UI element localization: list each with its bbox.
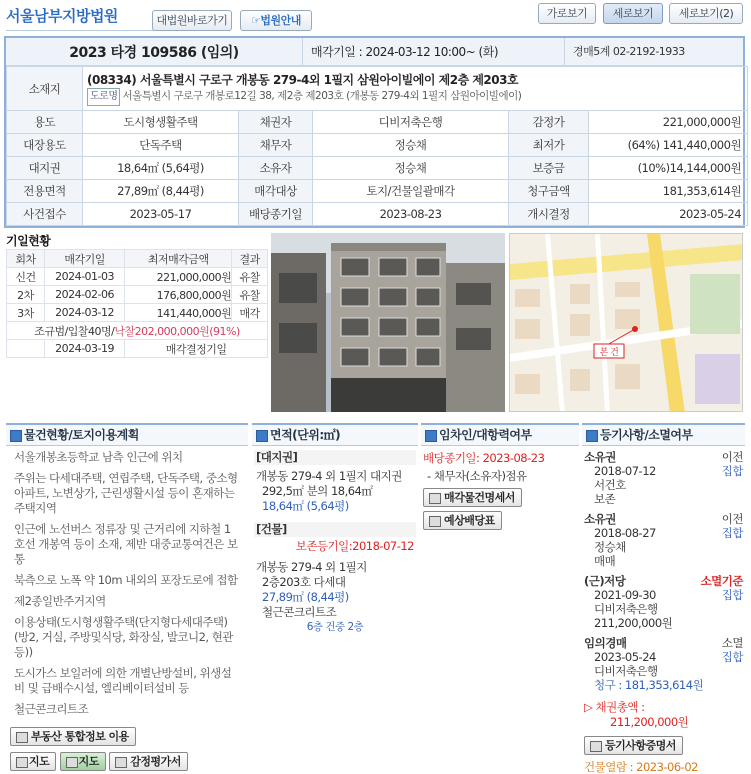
land-title: [대지권]	[254, 450, 416, 465]
history-cell: 2024-01-03	[44, 268, 124, 286]
map-button-1[interactable]: 지도	[10, 752, 56, 771]
registry-title: 등기사항/소멸여부	[582, 425, 745, 446]
tenant-line: - 채무자(소유자)점유	[427, 469, 527, 483]
area-title: 면적(단위:㎡)	[252, 425, 418, 446]
registry-status: 소멸	[721, 636, 743, 650]
land-line-3: 18,64㎡ (5,64평)	[262, 499, 349, 513]
property-note: 북측으로 노폭 약 10m 내외의 포장도로에 접함	[14, 573, 238, 587]
history-cell: 신건	[7, 268, 45, 286]
history-title: 기일현황	[6, 234, 51, 248]
history-cell: 2차	[7, 286, 45, 304]
registry-certificate-button[interactable]: 등기사항증명서	[584, 736, 683, 755]
registry-name: 디비저축은행	[594, 602, 658, 616]
info-row	[7, 111, 748, 134]
info-value: 디비저축은행	[313, 111, 509, 134]
tenant-panel	[421, 423, 579, 774]
map-marker-label: 본 건	[599, 348, 619, 358]
info-value: 토지/건물일괄매각	[313, 180, 509, 203]
court-guide-link[interactable]: ☞법원안내	[240, 10, 312, 31]
info-value: (64%) 141,440,000원	[589, 134, 748, 157]
registry-name: 정승채	[594, 540, 626, 554]
sale-date: 매각기일 : 2024-03-12 10:00~ (화)	[302, 38, 564, 65]
building-line-4: 철근콘크리트조	[262, 605, 337, 619]
info-label: 감정가	[509, 111, 589, 134]
address-row	[7, 67, 748, 111]
registry-panel	[582, 423, 745, 774]
claim-total-label: ▷ 채권총액 :	[584, 700, 645, 714]
final-label: 매각결정기일	[125, 340, 268, 358]
registry-name: 디비저축은행	[594, 664, 658, 678]
info-value: 정승채	[313, 134, 509, 157]
property-note: 도시가스 보일러에 의한 개별난방설비, 위생설비 및 급배수시설, 엘리베이터설비 등	[14, 666, 232, 695]
history-row	[7, 286, 268, 304]
info-row	[7, 203, 748, 226]
info-row	[7, 157, 748, 180]
realestate-info-button[interactable]: 부동산 통합정보 이용	[10, 727, 136, 746]
building-photo[interactable]	[271, 233, 505, 412]
address-road: 서울특별시 구로구 개봉로12길 38, 제2층 제203호 (개봉동 279-4외 1필지 삼원아이빌에이)	[122, 89, 522, 102]
info-value: 2023-05-24	[589, 203, 748, 226]
registry-type: 소유권	[584, 512, 616, 526]
history-cell: 유찰	[232, 268, 268, 286]
registry-link[interactable]: 집합	[721, 464, 743, 478]
history-cell: 매각	[232, 304, 268, 322]
history-header-price: 최저매각금액	[125, 250, 232, 268]
info-row	[7, 180, 748, 203]
claim-total-value: 211,200,000원	[610, 715, 689, 729]
info-label: 보증금	[509, 157, 589, 180]
tenant-title: 임차인/대항력여부	[421, 425, 579, 446]
view-vertical-button[interactable]: 세로보기	[603, 3, 663, 24]
info-label: 전용면적	[7, 180, 83, 203]
info-value: 2023-05-17	[83, 203, 239, 226]
property-note: 주위는 다세대주택, 연립주택, 단독주택, 중소형 아파트, 노변상가, 근린생활시설 등이 혼재하는 주택지역	[14, 471, 238, 515]
info-label: 대지권	[7, 157, 83, 180]
history-cell: 3차	[7, 304, 45, 322]
hand-icon: ☞	[251, 14, 261, 27]
appraisal-button[interactable]: 감정평가서	[109, 752, 188, 771]
info-value: 정승채	[313, 157, 509, 180]
building-photo-image	[271, 233, 505, 412]
info-value: (10%)14,144,000원	[589, 157, 748, 180]
land-line-2: 292,5㎡ 분의 18,64㎡	[262, 484, 373, 498]
registry-status: 소멸기준	[700, 574, 743, 588]
info-label: 채무자	[239, 134, 313, 157]
registry-note: 청구 : 181,353,614원	[594, 678, 704, 692]
case-number: 2023 타경 109586 (임의)	[69, 44, 239, 61]
info-label: 청구금액	[509, 180, 589, 203]
building-viewed-date: 건물열람 : 2023-06-02	[584, 760, 698, 774]
registry-note: 211,200,000원	[594, 616, 673, 630]
registry-status: 이전	[721, 512, 743, 526]
registry-date: 2023-05-24	[594, 650, 656, 664]
address-primary: (08334) 서울특별시 구로구 개봉동 279-4외 1필지 삼원아이빌에이 제2층 제203호	[87, 72, 519, 87]
property-note: 서울개봉초등학교 남측 인근에 위치	[14, 450, 183, 464]
expected-dividend-button[interactable]: 예상배당표	[423, 511, 502, 530]
history-row	[7, 268, 268, 286]
info-label: 배당종기일	[239, 203, 313, 226]
registry-note: 매매	[594, 554, 616, 568]
case-info-table	[6, 66, 748, 226]
info-label: 대장용도	[7, 134, 83, 157]
sale-statement-button[interactable]: 매각물건명세서	[423, 488, 522, 507]
location-map[interactable]	[509, 233, 743, 412]
map-image	[510, 234, 743, 412]
location-label: 소재지	[7, 67, 83, 111]
registry-note: 보존	[594, 492, 616, 506]
view-horizontal-button[interactable]: 가로보기	[538, 3, 596, 24]
info-row	[7, 134, 748, 157]
registry-name: 서건호	[594, 478, 626, 492]
registry-entry	[582, 510, 745, 572]
property-status-title: 물건현황/토지이용계획	[6, 425, 248, 446]
building-line-3: 27,89㎡ (8,44평)	[262, 590, 349, 604]
registry-entry	[582, 448, 745, 510]
registry-date: 2021-09-30	[594, 588, 656, 602]
registry-link[interactable]: 집합	[721, 650, 743, 664]
info-label: 채권자	[239, 111, 313, 134]
history-header-date: 매각기일	[44, 250, 124, 268]
registry-date: 2018-08-27	[594, 526, 656, 540]
history-header-round: 회차	[7, 250, 45, 268]
history-header-result: 결과	[232, 250, 268, 268]
info-value: 27,89㎡ (8,44평)	[83, 180, 239, 203]
bid-result: 낙찰202,000,000원(91%)	[114, 324, 240, 338]
info-label: 개시결정	[509, 203, 589, 226]
road-name-tag: 도로명	[87, 88, 120, 106]
registry-status: 이전	[721, 450, 743, 464]
property-status-panel	[6, 423, 248, 774]
department: 경매5계 02-2192-1933	[564, 38, 743, 65]
history-cell: 2024-02-06	[44, 286, 124, 304]
property-note: 인근에 노선버스 정류장 및 근거리에 지하철 1호선 개봉역 등이 소재, 제반 대중교통여건은 보통	[14, 522, 238, 566]
history-row	[7, 304, 268, 322]
final-date: 2024-03-19	[44, 340, 124, 358]
registry-entry	[582, 572, 745, 634]
info-label: 소유자	[239, 157, 313, 180]
property-note: 이용상태(도시형생활주택(단지형다세대주택)(방2, 거실, 주방및식당, 화장실, 발코니2, 현관 등))	[14, 615, 233, 659]
info-label: 최저가	[509, 134, 589, 157]
bid-info: 조규범/입찰40명/	[34, 324, 115, 338]
history-cell: 유찰	[232, 286, 268, 304]
registry-date: 2018-07-12	[594, 464, 656, 478]
history-table	[6, 249, 268, 358]
view-vertical2-button[interactable]: 세로보기(2)	[669, 3, 743, 24]
info-value: 18,64㎡ (5,64평)	[83, 157, 239, 180]
area-panel	[252, 423, 418, 774]
registry-type: 소유권	[584, 450, 616, 464]
building-title: [건물]	[254, 522, 416, 537]
court-name: 서울남부지방법원	[6, 5, 162, 31]
history-cell: 221,000,000원	[125, 268, 232, 286]
land-line-1: 개봉동 279-4 외 1필지 대지권	[256, 469, 402, 483]
info-value: 181,353,614원	[589, 180, 748, 203]
case-info-panel	[4, 36, 745, 228]
info-label: 매각대상	[239, 180, 313, 203]
info-label: 사건접수	[7, 203, 83, 226]
info-label: 용도	[7, 111, 83, 134]
property-note: 철근콘크리트조	[14, 702, 89, 716]
supreme-court-link[interactable]: 대법원바로가기	[152, 10, 232, 31]
info-value: 단독주택	[83, 134, 239, 157]
history-cell: 2024-03-12	[44, 304, 124, 322]
building-line-1: 개봉동 279-4 외 1필지	[256, 560, 367, 574]
case-header	[6, 38, 743, 66]
registry-entry	[582, 634, 745, 696]
info-value: 2023-08-23	[313, 203, 509, 226]
dividend-deadline: 배당종기일: 2023-08-23	[423, 451, 545, 465]
registry-type: (근)저당	[584, 574, 626, 588]
registry-type: 임의경매	[584, 636, 627, 650]
floors-info: 6층 건중 2층	[306, 621, 364, 633]
building-line-2: 2층203호 다세대	[262, 575, 346, 589]
history-cell: 141,440,000원	[125, 304, 232, 322]
registry-link[interactable]: 집합	[721, 588, 743, 602]
registry-link[interactable]: 집합	[721, 526, 743, 540]
building-registered-date: 보존등기일:2018-07-12	[295, 539, 414, 553]
map-button-2[interactable]: 지도	[60, 752, 106, 771]
info-value: 도시형생활주택	[83, 111, 239, 134]
info-value: 221,000,000원	[589, 111, 748, 134]
property-note: 제2종일반주거지역	[14, 594, 106, 608]
history-cell: 176,800,000원	[125, 286, 232, 304]
